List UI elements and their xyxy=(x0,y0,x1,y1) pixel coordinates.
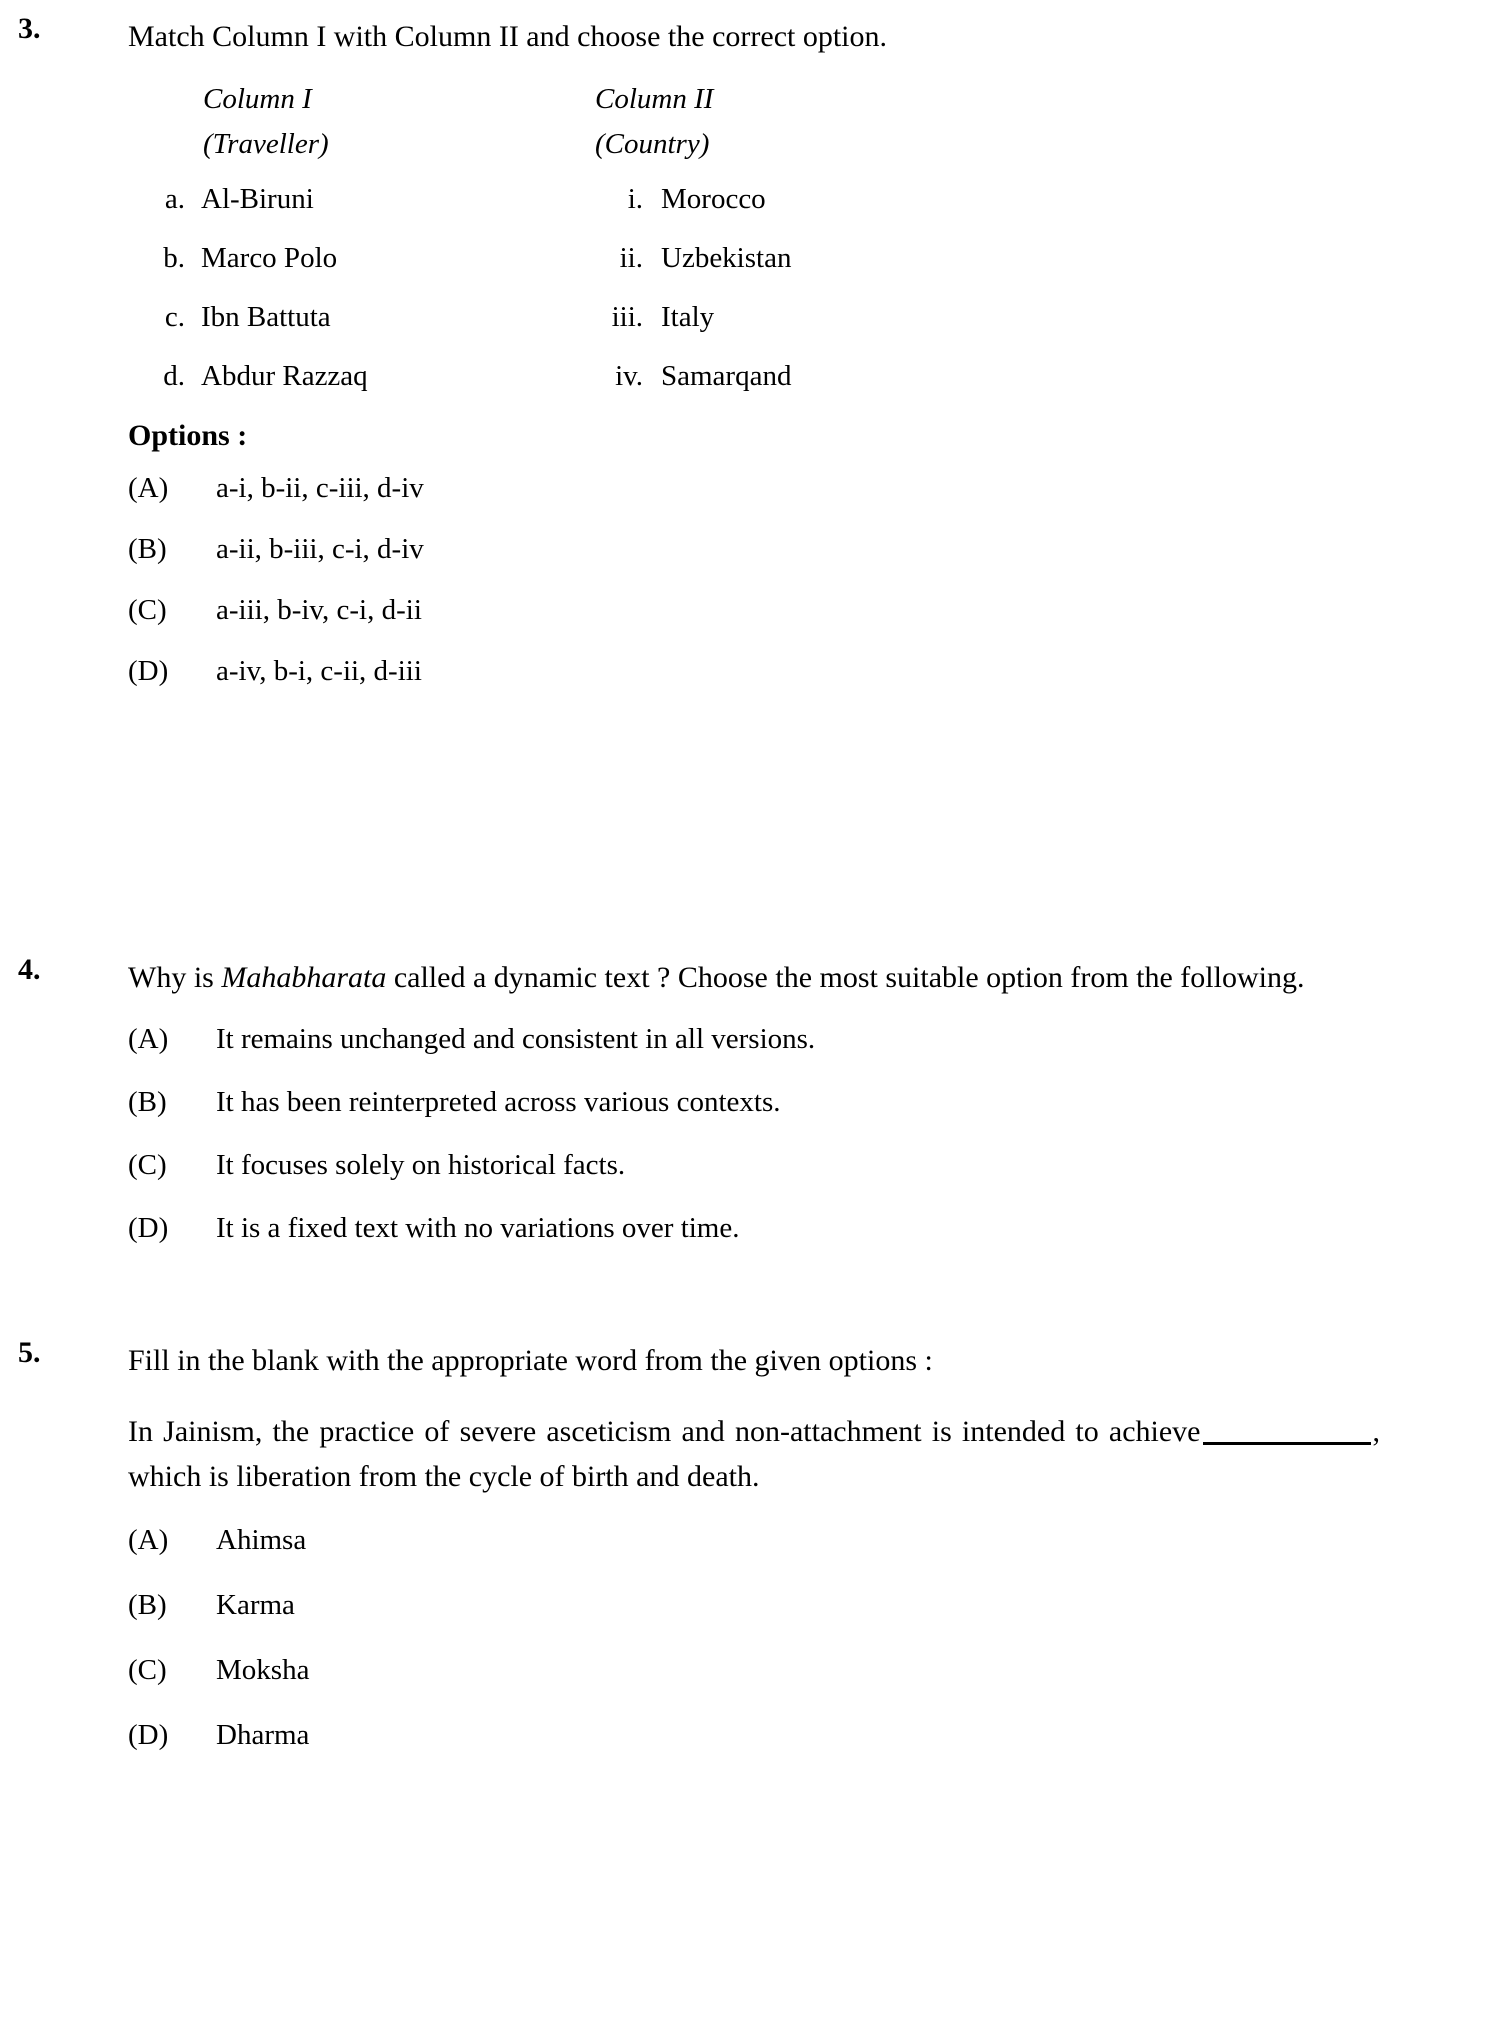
option-d[interactable] xyxy=(128,652,1380,691)
option-c-key: (C) xyxy=(128,594,167,627)
option-b-key: (B) xyxy=(128,1086,167,1119)
table-row xyxy=(153,183,1380,216)
option-a-text: Ahimsa xyxy=(216,1524,307,1556)
row-right-key: i. xyxy=(627,182,643,215)
match-table-rows xyxy=(153,183,1380,393)
row-right-value: Italy xyxy=(661,300,715,333)
option-c-text: a-iii, b-iv, c-i, d-ii xyxy=(216,594,422,627)
row-left-key: c. xyxy=(164,300,185,333)
question-3-stem: Match Column I with Column II and choose the correct option. xyxy=(128,20,888,53)
row-right-value: Morocco xyxy=(661,182,766,215)
option-a[interactable] xyxy=(128,1521,1380,1560)
question-5-stem: Fill in the blank with the appropriate word from the given options : xyxy=(128,1344,933,1377)
passage-part1: In Jainism, the practice of severe asceticism and non-attachment is intended to achieve xyxy=(128,1415,1201,1448)
question-5-body xyxy=(128,1338,1380,1756)
row-right-key: ii. xyxy=(619,241,643,274)
option-d-key: (D) xyxy=(128,1719,169,1752)
option-b-key: (B) xyxy=(128,1589,167,1622)
option-c-key: (C) xyxy=(128,1149,167,1182)
option-d-text: It is a fixed text with no variations over time. xyxy=(216,1212,740,1245)
question-4-stem-italic: Mahabharata xyxy=(221,961,387,994)
option-b-text: a-ii, b-iii, c-i, d-iv xyxy=(216,533,424,566)
option-a-key: (A) xyxy=(128,1023,169,1055)
passage-part2: , which is liberation from the cycle of birth and death. xyxy=(128,1415,1380,1493)
question-4-stem-part1: Why is xyxy=(128,961,222,994)
match-table-headings xyxy=(203,77,1380,167)
option-a[interactable] xyxy=(128,469,1380,508)
question-4-stem xyxy=(128,955,1380,1000)
column-2-subtitle: (Country) xyxy=(595,127,710,160)
option-a-key: (A) xyxy=(128,1524,169,1556)
question-3-body xyxy=(128,14,1380,691)
question-5-options xyxy=(128,1521,1380,1756)
option-b-key: (B) xyxy=(128,533,167,566)
column-2-heading xyxy=(595,77,987,167)
column-1-subtitle: (Traveller) xyxy=(203,127,329,160)
table-row xyxy=(153,360,1380,393)
option-b[interactable] xyxy=(128,1083,1380,1122)
option-d[interactable] xyxy=(128,1209,1380,1248)
option-a-text: a-i, b-ii, c-iii, d-iv xyxy=(216,471,424,504)
question-4-number: 4. xyxy=(18,953,41,986)
option-c-text: Moksha xyxy=(216,1654,310,1687)
option-d[interactable] xyxy=(128,1716,1380,1755)
fill-in-blank[interactable] xyxy=(1203,1442,1371,1445)
option-c[interactable] xyxy=(128,591,1380,630)
option-b[interactable] xyxy=(128,530,1380,569)
row-right-key: iv. xyxy=(615,359,643,392)
options-label: Options : xyxy=(128,418,248,452)
table-row xyxy=(153,242,1380,275)
question-3-options xyxy=(128,469,1380,692)
question-4-stem-part2: called a dynamic text ? Choose the most suitable option from the following. xyxy=(386,961,1305,994)
column-1-heading xyxy=(203,77,595,167)
option-c-key: (C) xyxy=(128,1654,167,1687)
table-row xyxy=(153,301,1380,334)
option-d-key: (D) xyxy=(128,1212,169,1245)
row-left-key: a. xyxy=(164,182,185,215)
question-3-number: 3. xyxy=(18,12,41,45)
question-5-number: 5. xyxy=(18,1336,41,1369)
option-a-text: It remains unchanged and consistent in all versions. xyxy=(216,1023,816,1055)
question-4-body xyxy=(128,955,1380,1249)
column-2-title: Column II xyxy=(595,83,714,115)
row-right-value: Samarqand xyxy=(661,359,792,392)
row-left-value: Al-Biruni xyxy=(201,182,314,215)
option-b[interactable] xyxy=(128,1586,1380,1625)
question-5-passage xyxy=(128,1409,1380,1499)
question-4 xyxy=(0,955,1505,1273)
row-right-value: Uzbekistan xyxy=(661,241,792,274)
question-3 xyxy=(0,14,1505,713)
option-b-text: It has been reinterpreted across various contexts. xyxy=(216,1086,781,1119)
option-a[interactable] xyxy=(128,1020,1380,1059)
row-left-key: b. xyxy=(163,241,185,274)
option-b-text: Karma xyxy=(216,1589,295,1622)
option-c-text: It focuses solely on historical facts. xyxy=(216,1149,626,1182)
column-1-title: Column I xyxy=(203,83,312,115)
question-5 xyxy=(0,1338,1505,1782)
option-d-key: (D) xyxy=(128,655,169,688)
option-c[interactable] xyxy=(128,1651,1380,1690)
row-left-key: d. xyxy=(163,359,185,392)
row-left-value: Abdur Razzaq xyxy=(201,359,368,392)
option-d-text: a-iv, b-i, c-ii, d-iii xyxy=(216,655,422,688)
row-left-value: Marco Polo xyxy=(201,241,338,274)
option-a-key: (A) xyxy=(128,471,169,504)
option-d-text: Dharma xyxy=(216,1719,310,1752)
row-right-key: iii. xyxy=(611,300,643,333)
question-4-options xyxy=(128,1020,1380,1249)
row-left-value: Ibn Battuta xyxy=(201,300,331,333)
option-c[interactable] xyxy=(128,1146,1380,1185)
